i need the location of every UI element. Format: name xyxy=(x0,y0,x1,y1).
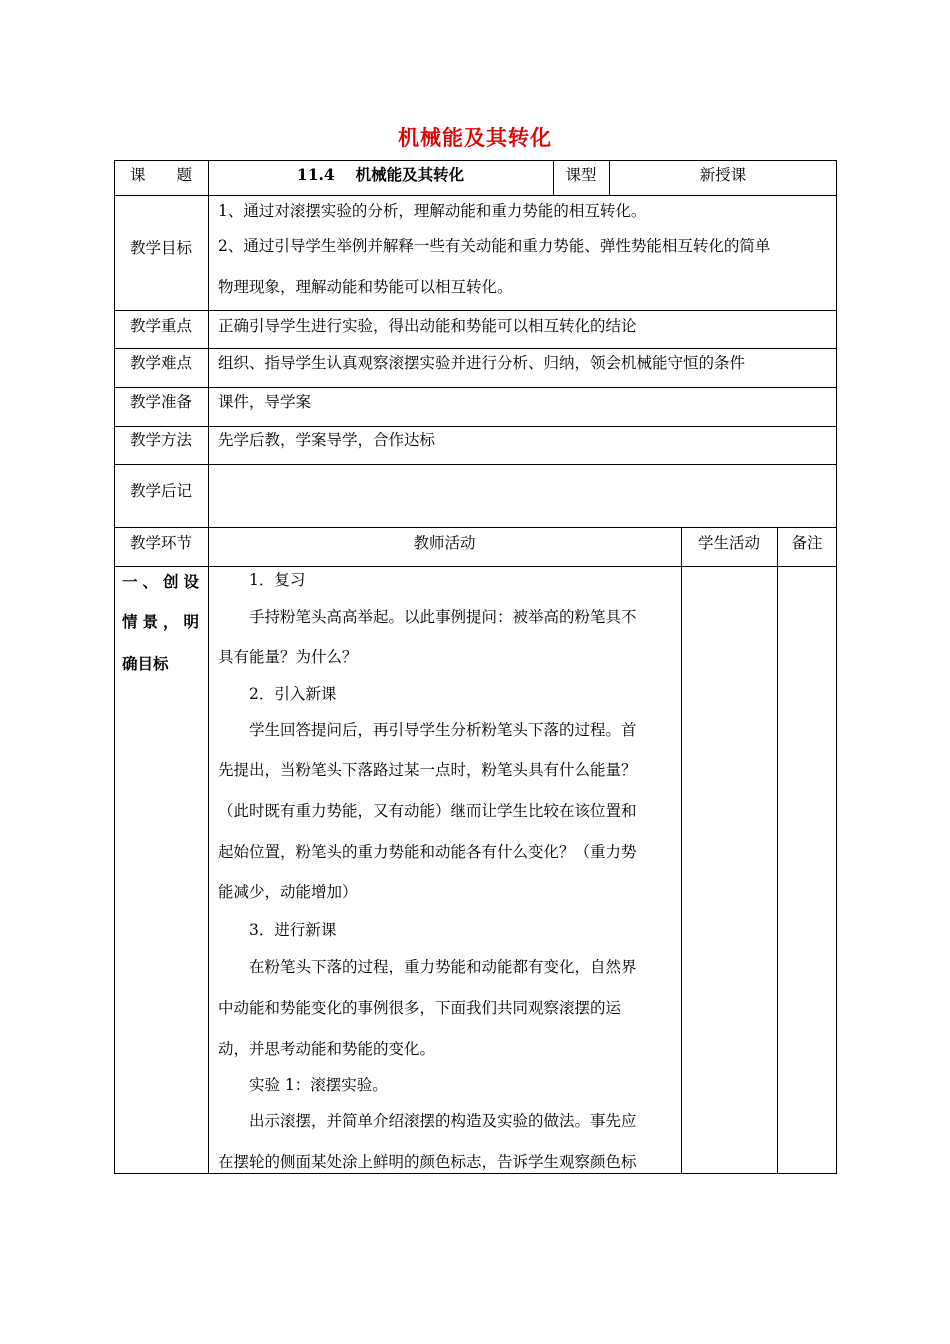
teacher-header: 教师活动 xyxy=(413,534,476,552)
col-divider xyxy=(208,160,209,1174)
goals-line: 2、通过引导学生举例并解释一些有关动能和重力势能、弹性势能相互转化的简单 xyxy=(218,237,771,255)
type-value: 新授课 xyxy=(699,166,747,184)
teacher-activity-line: 学生回答提问后，再引导学生分析粉笔头下落的过程。首 xyxy=(218,721,637,739)
stage-label: 情景，明 xyxy=(122,612,205,631)
teacher-activity-line: 1．复习 xyxy=(218,571,306,589)
teacher-activity-line: 实验 1：滚摆实验。 xyxy=(218,1076,388,1094)
method-value: 先学后教，学案导学，合作达标 xyxy=(218,431,436,449)
row-divider xyxy=(114,387,837,388)
teacher-activity-line: 具有能量？为什么？ xyxy=(218,648,358,666)
stage-label: 一、创设 xyxy=(122,572,205,591)
teacher-activity-line: 手持粉笔头高高举起。以此事例提问：被举高的粉笔具不 xyxy=(218,608,637,626)
stage-header: 教学环节 xyxy=(129,534,192,552)
student-header: 学生活动 xyxy=(697,534,760,552)
difficulty-value: 组织、指导学生认真观察滚摆实验并进行分析、归纳，领会机械能守恒的条件 xyxy=(218,354,746,372)
row-divider xyxy=(114,348,837,349)
row-divider xyxy=(114,310,837,311)
teacher-activity-line: 动，并思考动能和势能的变化。 xyxy=(218,1040,436,1058)
prep-value: 课件，导学案 xyxy=(218,393,312,411)
row-divider xyxy=(114,527,837,528)
row-divider xyxy=(114,464,837,465)
teacher-activity-line: 出示滚摆，并简单介绍滚摆的构造及实验的做法。事先应 xyxy=(218,1112,637,1130)
row-divider xyxy=(114,426,837,427)
key-label: 教学重点 xyxy=(129,317,192,335)
teacher-activity-line: 能减少，动能增加） xyxy=(218,883,358,901)
goals-label: 教学目标 xyxy=(129,239,192,257)
prep-label: 教学准备 xyxy=(129,393,192,411)
teacher-activity-line: 在摆轮的侧面某处涂上鲜明的颜色标志，告诉学生观察颜色标 xyxy=(218,1153,637,1171)
method-label: 教学方法 xyxy=(129,431,192,449)
row-divider xyxy=(114,195,837,196)
topic-value: 11.4 机械能及其转化 xyxy=(296,165,465,184)
teacher-activity-line: 3．进行新课 xyxy=(218,921,337,939)
teacher-activity-line: 在粉笔头下落的过程，重力势能和动能都有变化，自然界 xyxy=(218,958,637,976)
notes-label: 教学后记 xyxy=(129,482,192,500)
teacher-activity-line: （此时既有重力势能，又有动能）继而让学生比较在该位置和 xyxy=(218,802,637,820)
stage-label: 确目标 xyxy=(122,654,169,673)
col-divider xyxy=(777,527,778,1174)
remark-header: 备注 xyxy=(791,534,823,552)
goals-line: 1、通过对滚摆实验的分析，理解动能和重力势能的相互转化。 xyxy=(218,202,647,220)
teacher-activity-line: 2．引入新课 xyxy=(218,685,337,703)
page-title: 机械能及其转化 xyxy=(398,125,552,150)
goals-line: 物理现象，理解动能和势能可以相互转化。 xyxy=(218,278,513,296)
topic-label: 课 题 xyxy=(129,166,192,184)
row-divider xyxy=(114,566,837,567)
teacher-activity-line: 先提出，当粉笔头下落路过某一点时，粉笔头具有什么能量？ xyxy=(218,761,637,779)
teacher-activity-line: 中动能和势能变化的事例很多，下面我们共同观察滚摆的运 xyxy=(218,999,622,1017)
type-label: 课型 xyxy=(565,166,597,184)
difficulty-label: 教学难点 xyxy=(129,354,192,372)
key-value: 正确引导学生进行实验，得出动能和势能可以相互转化的结论 xyxy=(218,317,637,335)
lesson-table xyxy=(114,160,837,1174)
teacher-activity-line: 起始位置，粉笔头的重力势能和动能各有什么变化？（重力势 xyxy=(218,843,637,861)
col-divider xyxy=(681,527,682,1174)
